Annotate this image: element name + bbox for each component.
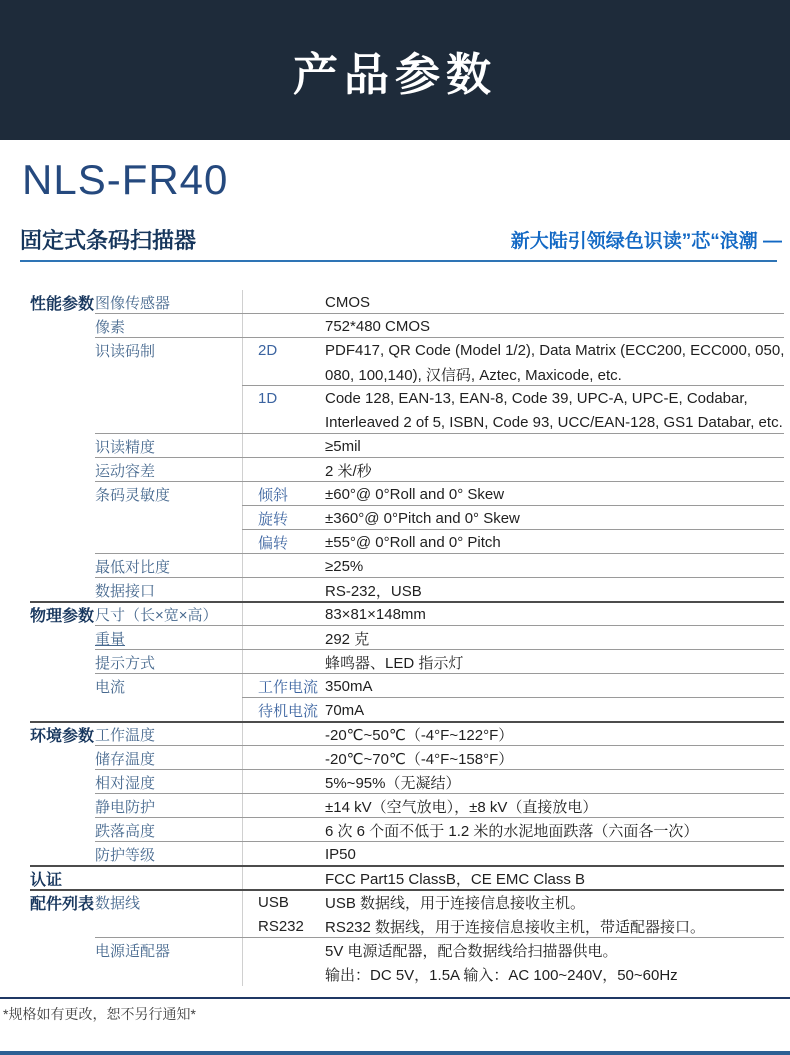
- param-value: -20℃~70℃（-4°F~158°F）: [325, 750, 514, 768]
- title-divider-line: [20, 260, 777, 262]
- param-label: 提示方式: [95, 654, 156, 672]
- sub-param-label: 旋转: [258, 510, 289, 528]
- table-row: [0, 890, 790, 914]
- category-label: 性能参数: [30, 295, 95, 313]
- param-value: Interleaved 2 of 5, ISBN, Code 93, UCC/EAN-128, GS1 Databar, etc.: [325, 413, 783, 431]
- param-value: ±14 kV（空气放电），±8 kV（直接放电）: [325, 798, 598, 816]
- param-value: ≥25%: [325, 557, 364, 575]
- brand-tagline: 新大陆引领绿色识读”芯“浪潮 —: [510, 231, 782, 252]
- table-row: [0, 698, 790, 722]
- category-label: 物理参数: [30, 607, 95, 625]
- param-label: 工作温度: [95, 726, 156, 744]
- table-row: [0, 914, 790, 938]
- table-row: [0, 506, 790, 530]
- param-value: CMOS: [325, 293, 370, 311]
- sub-param-label: 倾斜: [258, 486, 289, 504]
- param-label: 运动容差: [95, 462, 156, 480]
- table-row: [0, 386, 790, 410]
- param-value: 5%~95%（无凝结）: [325, 774, 461, 792]
- param-label: 跌落高度: [95, 822, 156, 840]
- param-label: 识读码制: [95, 342, 156, 360]
- param-label: 条码灵敏度: [95, 486, 171, 504]
- table-row: [0, 650, 790, 674]
- param-value: ≥5mil: [325, 437, 361, 455]
- footer-separator-line: [0, 997, 790, 999]
- param-label: 图像传感器: [95, 294, 171, 312]
- param-value: 080, 100,140), 汉信码, Aztec, Maxicode, etc.: [325, 366, 622, 384]
- sub-param-label: 1D: [258, 389, 278, 407]
- product-type-label: 固定式条码扫描器: [20, 228, 197, 253]
- param-value: ±60°@ 0°Roll and 0° Skew: [325, 485, 505, 503]
- param-label: 电流: [95, 678, 126, 696]
- param-value: 292 克: [325, 630, 370, 648]
- param-value: -20℃~50℃（-4°F~122°F）: [325, 726, 514, 744]
- param-value: Code 128, EAN-13, EAN-8, Code 39, UPC-A, UPC-E, Codabar,: [325, 389, 748, 407]
- sub-param-label: 待机电流: [258, 702, 319, 720]
- category-label: 配件列表: [30, 895, 95, 913]
- param-label: 尺寸（长×宽×高）: [95, 606, 218, 624]
- table-row: [0, 602, 790, 626]
- param-value: 2 米/秒: [325, 462, 372, 480]
- table-row: [0, 626, 790, 650]
- param-value: 83×81×148mm: [325, 605, 426, 623]
- param-value: 752*480 CMOS: [325, 317, 431, 335]
- product-model-title: NLS-FR40: [22, 156, 229, 203]
- param-label: 电源适配器: [95, 942, 171, 960]
- table-row: [0, 938, 790, 962]
- disclaimer-note: *规格如有更改，恕不另行通知*: [3, 1006, 196, 1022]
- param-label: 数据接口: [95, 582, 156, 600]
- param-label: 数据线: [95, 894, 141, 912]
- table-row: [0, 410, 790, 434]
- table-row: [0, 362, 790, 386]
- param-value: ±360°@ 0°Pitch and 0° Skew: [325, 509, 520, 527]
- param-value: PDF417, QR Code (Model 1/2), Data Matrix (ECC200, ECC000, 050,: [325, 341, 785, 359]
- param-value: 350mA: [325, 677, 373, 695]
- param-value: 5V 电源适配器，配合数据线给扫描器供电。: [325, 942, 618, 960]
- sub-param-label: 2D: [258, 341, 278, 359]
- page-title: 产品参数: [292, 48, 497, 100]
- table-row: [0, 722, 790, 746]
- table-row: [0, 674, 790, 698]
- table-row: [0, 314, 790, 338]
- param-value: USB 数据线，用于连接信息接收主机。: [325, 894, 586, 912]
- table-row: [0, 770, 790, 794]
- param-label: 重量: [95, 630, 126, 648]
- table-row: [0, 962, 790, 986]
- param-value: IP50: [325, 845, 356, 863]
- sub-param-label: USB: [258, 893, 289, 911]
- table-row: [0, 818, 790, 842]
- param-value: RS-232，USB: [325, 582, 422, 600]
- table-row: [0, 866, 790, 890]
- header-band: [0, 0, 790, 140]
- category-label: 认证: [30, 871, 63, 889]
- table-row: [0, 842, 790, 866]
- param-label: 最低对比度: [95, 558, 171, 576]
- param-value: FCC Part15 ClassB，CE EMC Class B: [325, 870, 586, 888]
- param-value: RS232 数据线，用于连接信息接收主机，带适配器接口。: [325, 918, 706, 936]
- param-label: 识读精度: [95, 438, 156, 456]
- table-row: [0, 578, 790, 602]
- param-value: 6 次 6 个面不低于 1.2 米的水泥地面跌落（六面各一次）: [325, 822, 699, 840]
- param-value: 70mA: [325, 701, 365, 719]
- param-label: 防护等级: [95, 846, 156, 864]
- table-row: [0, 458, 790, 482]
- table-row: [0, 554, 790, 578]
- spec-table: [0, 290, 790, 986]
- sub-param-label: 工作电流: [258, 678, 319, 696]
- table-row: [0, 290, 790, 314]
- sub-param-label: 偏转: [258, 534, 289, 552]
- category-label: 环境参数: [30, 727, 95, 745]
- table-row: [0, 794, 790, 818]
- table-row: [0, 482, 790, 506]
- param-label: 相对湿度: [95, 774, 156, 792]
- param-value: ±55°@ 0°Roll and 0° Pitch: [325, 533, 501, 551]
- param-value: 蜂鸣器、LED 指示灯: [325, 654, 464, 672]
- param-label: 静电防护: [95, 798, 156, 816]
- bottom-accent-bar: [0, 1051, 790, 1055]
- param-value: 输出：DC 5V，1.5A 输入：AC 100~240V，50~60Hz: [325, 966, 678, 984]
- param-label: 像素: [95, 318, 126, 336]
- table-row: [0, 338, 790, 362]
- sub-param-label: RS232: [258, 917, 304, 935]
- param-label: 储存温度: [95, 750, 156, 768]
- table-row: [0, 530, 790, 554]
- table-row: [0, 434, 790, 458]
- table-row: [0, 746, 790, 770]
